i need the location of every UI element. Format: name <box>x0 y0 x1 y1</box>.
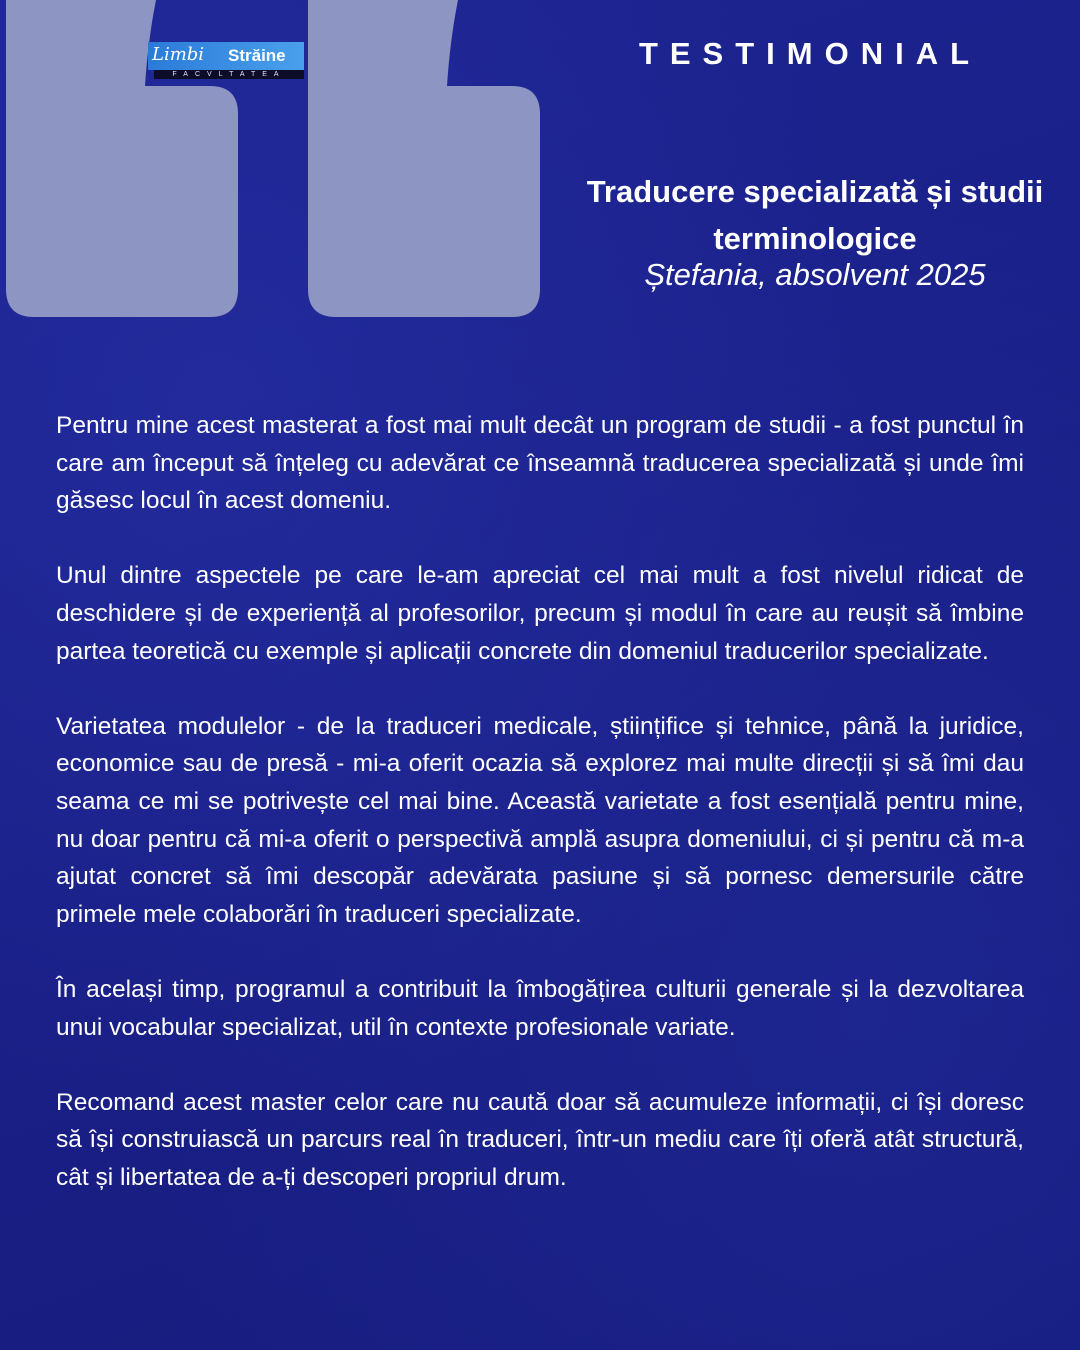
testimonial-body <box>56 407 1024 1196</box>
paragraph: Varietatea modulelor - de la traduceri medicale, științifice și tehnice, până la juridice, economice sau de presă - mi-a oferit ocazia să explorez mai multe direcții și să îmi dau seama ce mi se potrivește cel mai bine. Această varietate a fost esențială pentru mine, nu doar pentru că mi-a oferit o perspectivă amplă asupra domeniului, ci și pentru că m-a ajutat concret să îmi descopăr adevărata pasiune și să pornesc demersurile către primele mele colaborări în traduceri specializate. <box>56 712 1024 928</box>
logo-subtitle: FACVLTATEA <box>154 70 304 79</box>
paragraph: Recomand acest master celor care nu caută doar să acumuleze informații, ci își doresc să își construiască un parcurs real în traduceri, într-un mediu care îți oferă atât structură, cât și libertatea de a-ți descoperi propriul drum. <box>56 1088 1024 1191</box>
logo-left-word: Limbi <box>152 44 205 65</box>
section-eyebrow: TESTIMONIAL <box>638 36 982 71</box>
program-title: Traducere specializată și studii terminologice <box>586 174 1044 256</box>
paragraph: În același timp, programul a contribuit la îmbogățirea culturii generale și la dezvoltarea unui vocabular specializat, util în contexte profesionale variate. <box>56 975 1024 1041</box>
quote-mark-right-shape <box>308 0 540 317</box>
author-line: Ștefania, absolvent 2025 <box>644 257 986 292</box>
paragraph: Unul dintre aspectele pe care le-am apreciat cel mai mult a fost nivelul ridicat de deschidere și de experiență al profesorilor, precum și modul în care au reușit să îmbine partea teoretică cu exemple și aplicații concrete din domeniul traducerilor specializate. <box>56 562 1024 665</box>
logo-right-word: Străine <box>228 46 286 65</box>
faculty-logo <box>148 42 304 78</box>
paragraph: Pentru mine acest masterat a fost mai mult decât un program de studii - a fost punctul în care am început să înțeleg cu adevărat ce înseamnă traducerea specializată și unde îmi găsesc locul în acest domeniu. <box>56 412 1024 515</box>
